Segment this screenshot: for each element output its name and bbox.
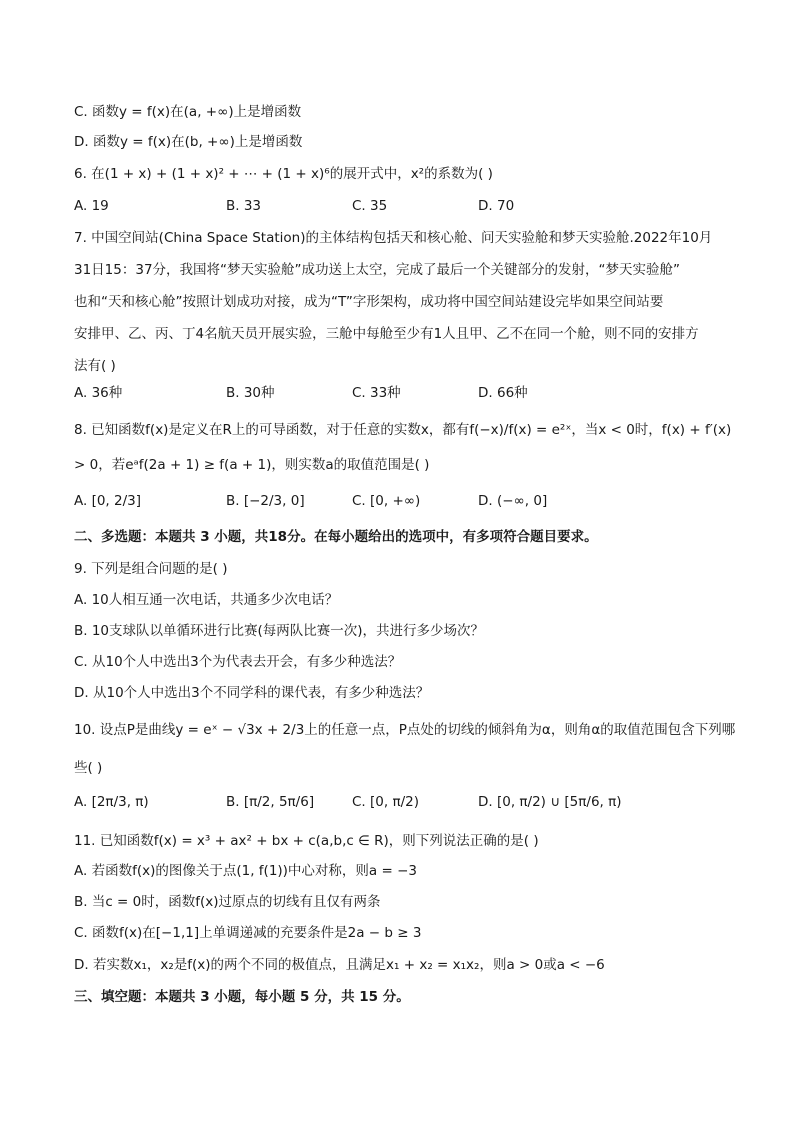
q6-option-b: B. 33 bbox=[226, 198, 262, 214]
q9-option-d: D. 从10个人中选出3个不同学科的课代表，有多少种选法？ bbox=[74, 685, 430, 701]
q10-option-b: B. [π/2, 5π/6] bbox=[226, 794, 315, 810]
q10-option-d: D. [0, π/2) ∪ [5π/6, π) bbox=[478, 794, 622, 810]
q11-stem: 11. 已知函数f(x) = x³ + ax² + bx + c(a,b,c ∈ R)，则下列说法正确的是( ) bbox=[74, 833, 539, 849]
q6-option-d: D. 70 bbox=[478, 198, 515, 214]
q8-option-b: B. [−2/3, 0] bbox=[226, 493, 305, 509]
q9-option-b: B. 10支球队以单循环进行比赛(每两队比赛一次)，共进行多少场次？ bbox=[74, 623, 485, 639]
q8-line-1: 8. 已知函数f(x)是定义在R上的可导函数，对于任意的实数x，都有f(−x)/f(x) = e²ˣ，当x < 0时，f(x) + f′(x) bbox=[74, 422, 732, 438]
q8-line-2: > 0，若eᵃf(2a + 1) ≥ f(a + 1)，则实数a的取值范围是( ) bbox=[74, 457, 430, 473]
q7-option-c: C. 33种 bbox=[352, 385, 401, 401]
q7-line-1: 7. 中国空间站(China Space Station)的主体结构包括天和核心舱、问天实验舱和梦天实验舱.2022年10月 bbox=[74, 230, 713, 246]
q10-option-a: A. [2π/3, π) bbox=[74, 794, 149, 810]
q9-stem: 9. 下列是组合问题的是( ) bbox=[74, 561, 228, 577]
q7-options bbox=[74, 383, 734, 403]
q5-option-c: C. 函数y = f(x)在(a, +∞)上是增函数 bbox=[74, 104, 302, 120]
q10-options bbox=[74, 792, 734, 812]
q8-option-c: C. [0, +∞) bbox=[352, 493, 421, 509]
q7-line-3: 也和“天和核心舱”按照计划成功对接，成为“T”字形架构，成功将中国空间站建设完毕如果空间站要 bbox=[74, 294, 664, 310]
q11-option-b: B. 当c = 0时，函数f(x)过原点的切线有且仅有两条 bbox=[74, 894, 381, 910]
q7-line-4: 安排甲、乙、丙、丁4名航天员开展实验，三舱中每舱至少有1人且甲、乙不在同一个舱，则不同的安排方 bbox=[74, 326, 699, 342]
section-heading-multiple-choice: 二、多选题：本题共 3 小题，共18分。在每小题给出的选项中，有多项符合题目要求。 bbox=[74, 529, 598, 545]
q10-line-1: 10. 设点P是曲线y = eˣ − √3x + 2/3上的任意一点，P点处的切线的倾斜角为α，则角α的取值范围包含下列哪 bbox=[74, 722, 736, 738]
q11-option-a: A. 若函数f(x)的图像关于点(1, f(1))中心对称，则a = −3 bbox=[74, 863, 418, 879]
q10-line-2: 些( ) bbox=[74, 760, 103, 776]
q9-option-a: A. 10人相互通一次电话，共通多少次电话？ bbox=[74, 592, 339, 608]
q9-option-c: C. 从10个人中选出3个为代表去开会，有多少种选法？ bbox=[74, 654, 402, 670]
q8-options bbox=[74, 491, 734, 511]
q8-option-d: D. (−∞, 0] bbox=[478, 493, 548, 509]
q7-option-a: A. 36种 bbox=[74, 385, 123, 401]
q8-option-a: A. [0, 2/3] bbox=[74, 493, 142, 509]
q11-option-d: D. 若实数x₁，x₂是f(x)的两个不同的极值点，且满足x₁ + x₂ = x₁x₂，则a > 0或a < −6 bbox=[74, 957, 605, 973]
q6-option-c: C. 35 bbox=[352, 198, 388, 214]
q7-line-2: 31日15：37分，我国将“梦天实验舱”成功送上太空，完成了最后一个关键部分的发射，“梦天实验舱” bbox=[74, 262, 681, 278]
q7-option-b: B. 30种 bbox=[226, 385, 275, 401]
q6-stem: 6. 在(1 + x) + (1 + x)² + ⋯ + (1 + x)⁶的展开式中，x²的系数为( ) bbox=[74, 166, 493, 182]
q10-option-c: C. [0, π/2) bbox=[352, 794, 419, 810]
q6-option-a: A. 19 bbox=[74, 198, 109, 214]
section-heading-fill-in: 三、填空题：本题共 3 小题，每小题 5 分，共 15 分。 bbox=[74, 989, 410, 1005]
q11-option-c: C. 函数f(x)在[−1,1]上单调递减的充要条件是2a − b ≥ 3 bbox=[74, 925, 422, 941]
q6-options bbox=[74, 196, 734, 216]
q5-option-d: D. 函数y = f(x)在(b, +∞)上是增函数 bbox=[74, 134, 303, 150]
q7-line-5: 法有( ) bbox=[74, 358, 116, 374]
q7-option-d: D. 66种 bbox=[478, 385, 528, 401]
